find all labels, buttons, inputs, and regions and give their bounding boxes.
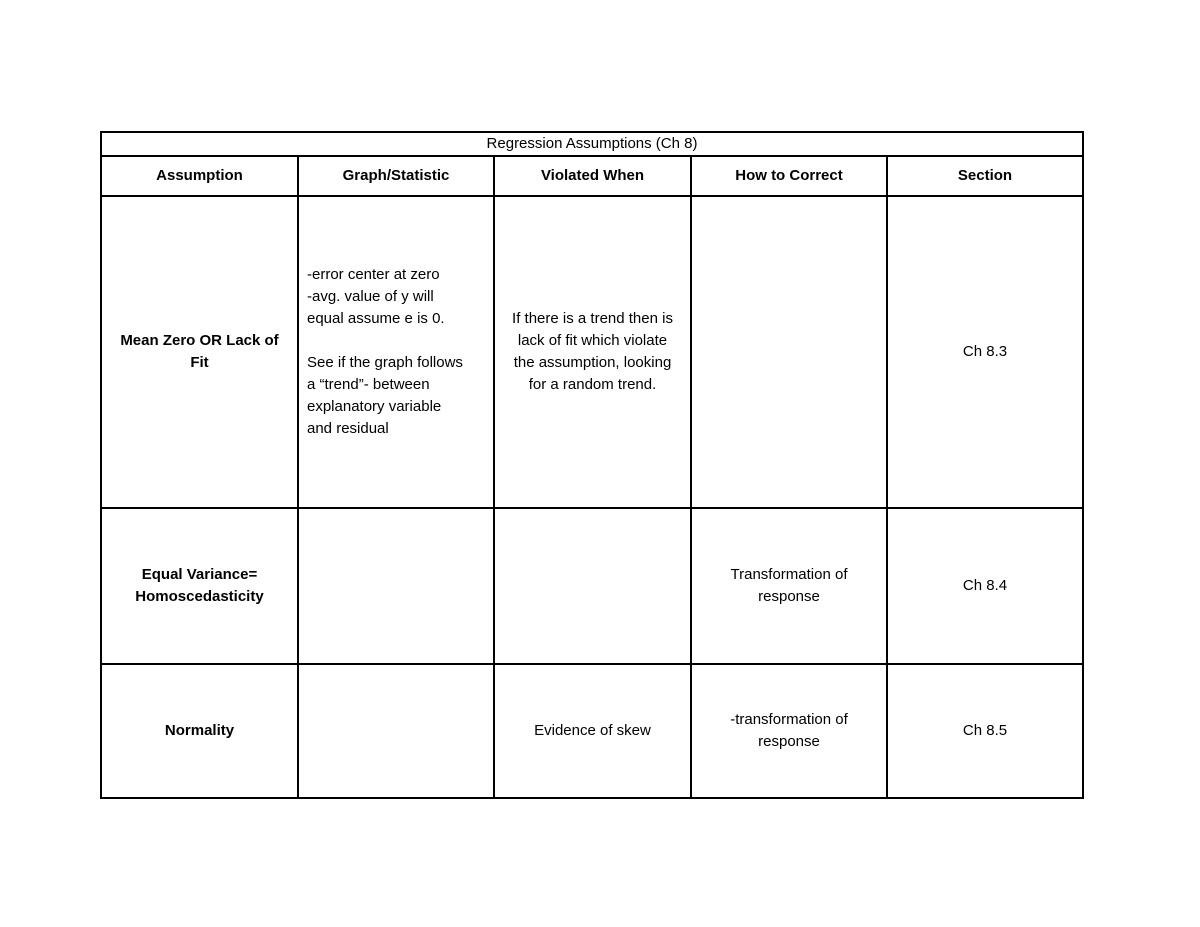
line-gap	[307, 330, 485, 352]
graph-line: -avg. value of y will	[307, 288, 434, 305]
graph-line: a “trend”- between	[307, 376, 430, 393]
table-row	[101, 508, 1083, 664]
cell-section: Ch 8.3	[887, 196, 1083, 508]
cell-assumption: Mean Zero OR Lack of Fit	[101, 196, 298, 508]
graph-line: and residual	[307, 420, 389, 437]
header-assumption: Assumption	[101, 156, 298, 196]
regression-assumptions-sheet	[100, 131, 1082, 799]
cell-assumption: Normality	[101, 664, 298, 798]
cell-graph-statistic	[298, 664, 494, 798]
header-section: Section	[887, 156, 1083, 196]
table-title-row	[101, 132, 1083, 156]
cell-how-to-correct: Transformation of response	[691, 508, 887, 664]
cell-section: Ch 8.5	[887, 664, 1083, 798]
cell-how-to-correct: -transformation of response	[691, 664, 887, 798]
graph-line: explanatory variable	[307, 398, 442, 415]
graph-line: equal assume e is 0.	[307, 310, 445, 327]
cell-violated-when	[494, 508, 691, 664]
cell-violated-when: If there is a trend then is lack of fit which violate the assumption, looking for a random trend.	[494, 196, 691, 508]
cell-assumption: Equal Variance= Homoscedasticity	[101, 508, 298, 664]
graph-line: See if the graph follows	[307, 354, 463, 371]
table-row	[101, 664, 1083, 798]
cell-section: Ch 8.4	[887, 508, 1083, 664]
cell-how-to-correct	[691, 196, 887, 508]
cell-graph-statistic	[298, 508, 494, 664]
graph-line: -error center at zero	[307, 266, 440, 283]
table-header-row	[101, 156, 1083, 196]
cell-graph-statistic	[298, 196, 494, 508]
assumptions-table	[100, 131, 1084, 799]
table-row	[101, 196, 1083, 508]
cell-violated-when: Evidence of skew	[494, 664, 691, 798]
header-violated-when: Violated When	[494, 156, 691, 196]
header-graph-statistic: Graph/Statistic	[298, 156, 494, 196]
header-how-to-correct: How to Correct	[691, 156, 887, 196]
table-title: Regression Assumptions (Ch 8)	[101, 132, 1083, 156]
